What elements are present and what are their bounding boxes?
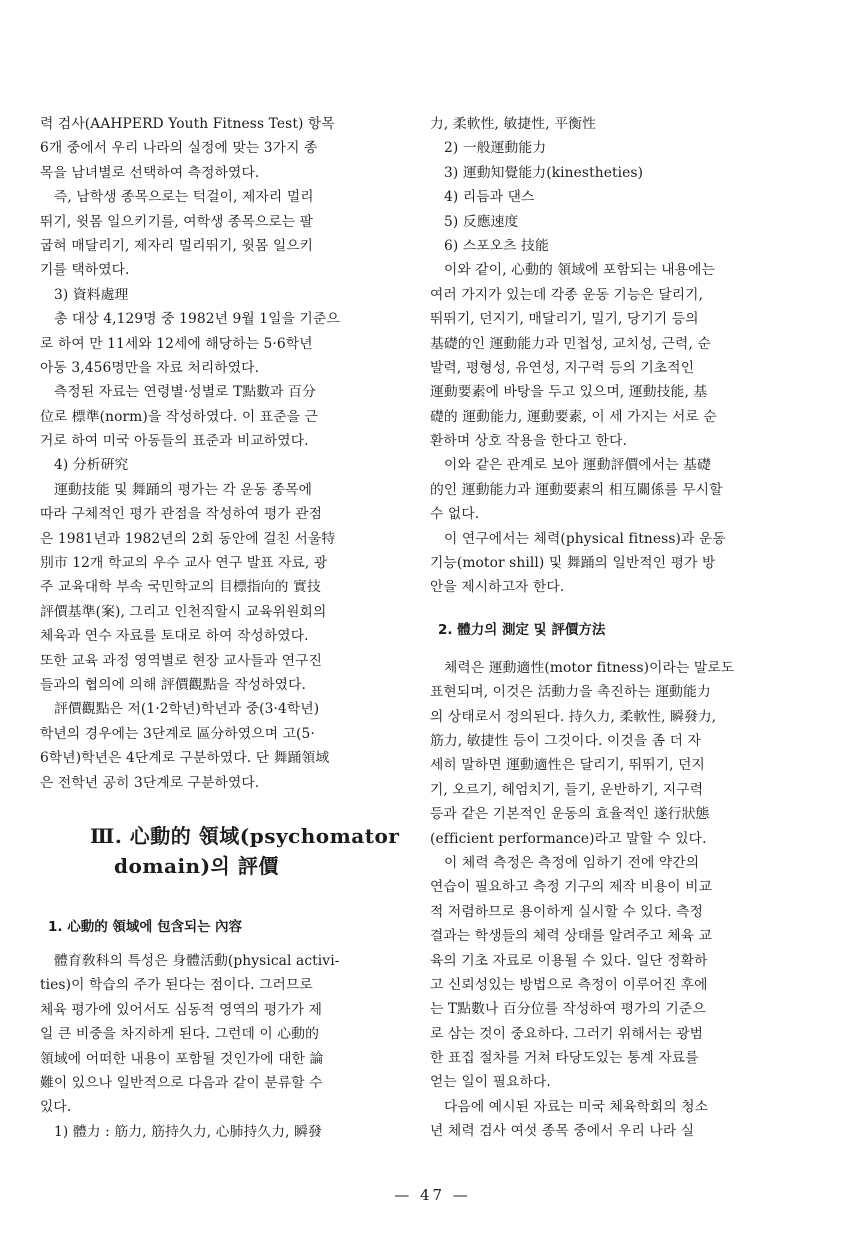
text-line: 연습이 필요하고 측정 기구의 제작 비용이 비교 [430,879,713,896]
text-line: 은 1981년과 1982년의 2회 동안에 걸친 서울特 [40,530,336,547]
text-line: 표현되며, 이것은 活動力을 촉진하는 運動能力 [430,684,711,701]
text-line: 주 교육대학 부속 국민학교의 目標指向的 實技 [40,579,321,596]
paragraph-analysis [40,478,402,795]
text-line: 6학년)학년은 4단계로 구분하였다. 단 舞踊領域 [40,750,330,767]
text-line: 의 상태로서 정의된다. 持久力, 柔軟性, 瞬發力, [430,708,717,725]
text-line: 또한 교육 과정 영역별로 현장 교사들과 연구진 [40,652,323,669]
text-line: 등과 같은 기본적인 운동의 효율적인 遂行狀態 [430,806,710,823]
text-line: 礎的 運動能力, 運動要素, 이 세 가지는 서로 순 [430,408,717,425]
section-title-line: domain)의 評價 [114,853,279,878]
text-line: 評價基準(案), 그리고 인천직할시 교육위원회의 [40,603,327,620]
left-column [40,112,402,1144]
text-line: 難이 있으나 일반적으로 다음과 같이 분류할 수 [40,1074,323,1091]
paragraph-study-aim [430,527,790,600]
text-line: 결과는 학생들의 체력 상태를 알려주고 체육 교 [430,928,713,945]
text-line: 체력은 運動適性(motor fitness)이라는 말로도 [444,659,735,676]
list-item-analysis: 4) 分析硏究 [54,457,129,474]
text-line: 체육과 연수 자료를 토대로 하여 작성하였다. [40,628,309,645]
list-item: 6) 스포오츠 技能 [444,237,549,254]
text-line: 거로 하여 미국 아동들의 표준과 비교하였다. [40,433,309,450]
text-line: 세히 말하면 運動適性은 달리기, 뛰뛰기, 던지 [430,757,705,774]
text-line: 총 대상 4,129명 중 1982년 9월 1일을 기준으 [54,311,340,328]
text-line: 적 저렴하므로 용이하게 실시할 수 있다. 측정 [430,903,704,920]
text-line: 는 T點數나 百分位를 작성하여 평가의 기준으 [430,1001,706,1018]
text-line: 6개 중에서 우리 나라의 실정에 맞는 3가지 종 [40,140,318,157]
text-line: 측정된 자료는 연령별·성별로 T點數과 百分 [54,384,316,401]
list-item: 5) 反應速度 [444,213,519,230]
text-line: 목을 남녀별로 선택하여 측정하였다. [40,164,260,181]
page-number: — 47 — [394,1186,471,1204]
text-line: 이 연구에서는 체력(physical fitness)과 운동 [444,530,726,547]
paragraph-relationship [430,453,790,526]
text-line: 力, 柔軟性, 敏捷性, 平衡性 [430,116,596,132]
text-line: 학년의 경우에는 3단계로 區分하였으며 고(5· [40,725,315,742]
list-item: 4) 리듬과 댄스 [444,189,535,206]
text-line: 일 큰 비중을 차지하게 된다. 그런데 이 心動的 [40,1026,319,1043]
text-line: 아동 3,456명만을 자료 처리하였다. [40,359,260,376]
text-line: 한 표집 절차를 거쳐 타당도있는 통계 자료를 [430,1050,699,1067]
text-line: 따라 구체적인 평가 관점을 작성하여 평가 관점 [40,506,323,523]
text-line: 안을 제시하고자 한다. [430,579,565,596]
subsection-heading: 2. 體力의 測定 및 評價方法 [438,621,606,638]
subsection-heading: 1. 心動的 領域에 包含되는 內容 [48,918,242,935]
list-item: 3) 運動知覺能力(kinestheties) [444,164,644,181]
list-item: 2) 一般運動能力 [444,140,547,157]
text-line: 領域에 어떠한 내용이 포함될 것인가에 대한 論 [40,1050,324,1067]
text-line: 基礎的인 運動能力과 민첩성, 교치성, 근력, 순 [430,335,711,352]
text-line: 的인 運動能力과 運動要素의 相互關係를 무시할 [430,481,723,498]
text-line: ties)이 학습의 주가 된다는 점이다. 그러므로 [40,977,313,994]
paragraph-motor-skills [430,258,790,453]
section-title-line: Ⅲ. 心動的 領域(psychomator [90,823,400,848]
text-line: 이와 같은 관계로 보아 運動評價에서는 基礎 [444,457,711,474]
right-column [430,112,790,1144]
text-line: 환하며 상호 작용을 한다고 한다. [430,433,627,450]
text-line: 기를 택하였다. [40,262,130,279]
text-line: 수 없다. [430,506,480,523]
text-line: 位로 標準(norm)을 작성하였다. 이 표준을 근 [40,408,318,425]
paragraph-fitness-definition [430,656,790,851]
text-line: 고 신뢰성있는 방법으로 측정이 이루어진 후에 [430,976,708,993]
text-line: 다음에 예시된 자료는 미국 체육학회의 청소 [444,1098,709,1115]
text-line: (efficient performance)라고 말할 수 있다. [430,830,707,847]
text-line: 體育敎科의 특성은 身體活動(physical activi- [54,952,340,969]
list-item-physical-strength: 1) 體力 : 筋力, 筋持久力, 心肺持久力, 瞬發 [54,1123,322,1140]
paragraph-fitness-measurement [430,851,790,1095]
text-line: 발력, 평형성, 유연성, 지구력 등의 기초적인 [430,359,695,376]
text-line: 체육 평가에 있어서도 심동적 영역의 평가가 제 [40,1001,323,1018]
content-list [430,136,790,258]
text-line: 이와 같이, 心動的 領域에 포함되는 내용에는 [444,262,715,279]
text-line: 얻는 일이 필요하다. [430,1074,551,1091]
text-line: 運動要素에 바탕을 두고 있으며, 運動技能, 基 [430,384,708,401]
paragraph-test-items [40,112,402,283]
text-line: 육의 기초 자료로 이용될 수 있다. 일단 정확하 [430,952,708,969]
text-line: 즉, 남학생 종목으로는 턱걸이, 제자리 멀리 [54,189,314,206]
list-item-data-processing: 3) 資料處理 [54,286,129,303]
text-line: 있다. [40,1099,72,1116]
text-line: 년 체력 검사 여섯 종목 중에서 우리 나라 실 [430,1123,695,1140]
section-title [40,821,402,881]
text-line: 은 전학년 공히 3단계로 구분하였다. [40,774,260,791]
paragraph-example-data [430,1095,790,1144]
text-line: 기, 오르기, 헤엄치기, 들기, 운반하기, 지구력 [430,781,704,798]
text-line: 로 삼는 것이 중요하다. 그러기 위해서는 광범 [430,1025,704,1042]
text-line: 뛰뛰기, 던지기, 매달리기, 밀기, 당기기 등의 [430,311,699,328]
text-line: 여러 가지가 있는데 각종 운동 기능은 달리기, [430,286,704,303]
text-line: 別市 12개 학교의 우수 교사 연구 발표 자료, 광 [40,555,328,572]
text-line: 運動技能 및 舞踊의 평가는 각 운동 종목에 [54,481,312,498]
text-line: 이 체력 측정은 측정에 임하기 전에 약간의 [444,854,700,871]
paragraph-data-processing [40,307,402,453]
text-line: 들과의 협의에 의해 評價觀點을 작성하였다. [40,676,307,693]
paragraph-psychomotor-content [40,949,402,1120]
text-line: 뛰기, 윗몸 일으키기를, 여학생 종목으로는 팔 [40,213,314,230]
text-line: 굽혀 매달리기, 제자리 멀리뛰기, 윗몸 일으키 [40,237,314,254]
text-line: 력 검사(AAHPERD Youth Fitness Test) 항목 [40,116,335,132]
text-line: 評價觀點은 저(1·2학년)학년과 중(3·4학년) [54,701,320,718]
text-line: 기능(motor shill) 및 舞踊의 일반적인 평가 방 [430,555,716,572]
text-line: 筋力, 敏捷性 등이 그것이다. 이것을 좀 더 자 [430,732,701,749]
text-line: 로 하여 만 11세와 12세에 해당하는 5·6학년 [40,335,313,352]
